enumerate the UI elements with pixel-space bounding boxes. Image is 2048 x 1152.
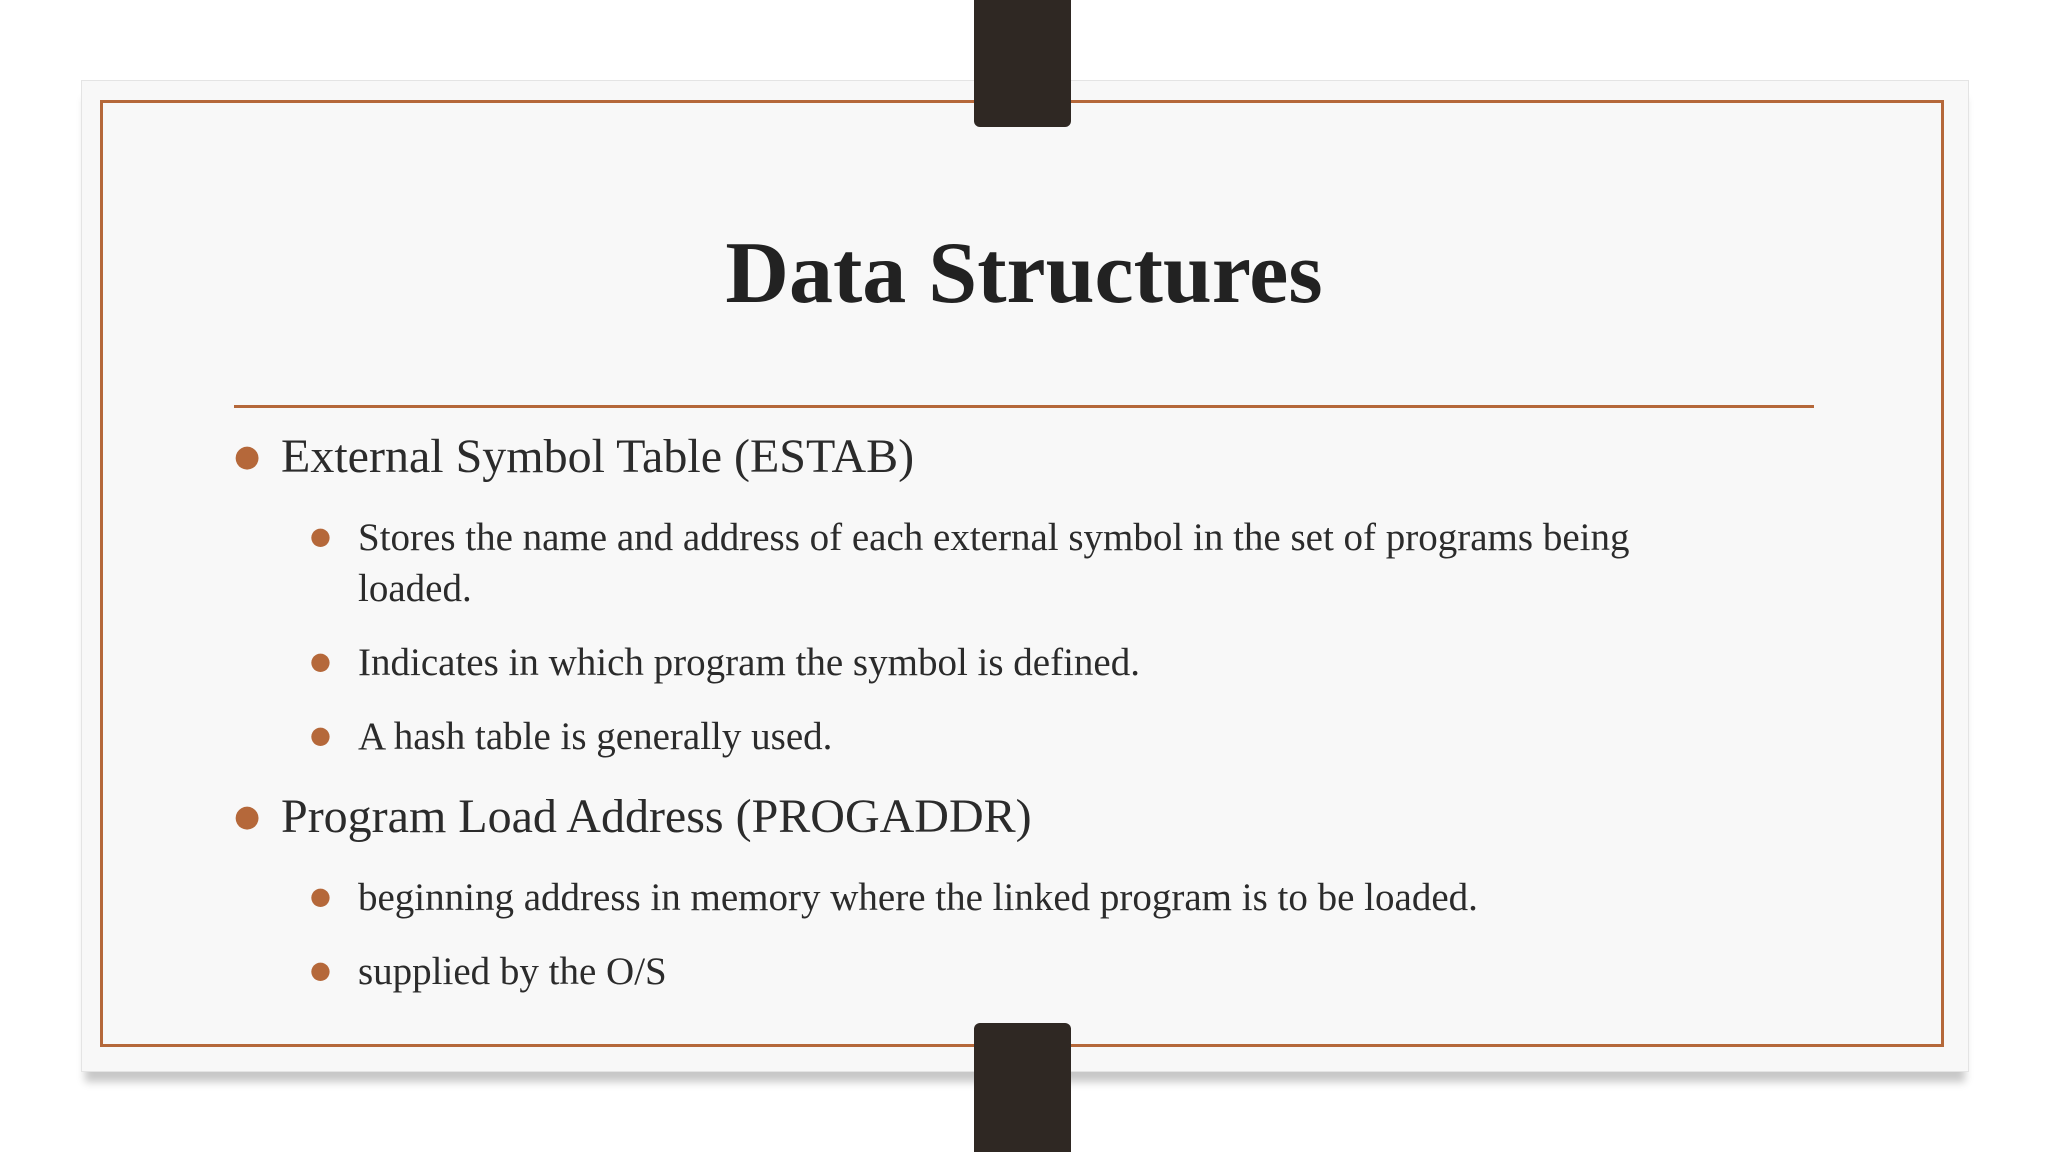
bullet-dot-icon: ● bbox=[234, 439, 261, 474]
sub-bullet-beginning-address: beginning address in memory where the linked program is to be loaded. bbox=[358, 876, 1478, 919]
title-divider bbox=[234, 405, 1814, 408]
sub-bullet-stores-line1: Stores the name and address of each external symbol in the set of programs being bbox=[358, 516, 1630, 559]
sub-bullet-indicates: Indicates in which program the symbol is defined. bbox=[358, 641, 1140, 684]
sub-bullet-supplied-by-os: supplied by the O/S bbox=[358, 950, 667, 993]
sub-bullet-dot-icon: ● bbox=[310, 647, 331, 675]
top-strap-decoration bbox=[974, 0, 1071, 127]
slide-title: Data Structures bbox=[725, 225, 1323, 322]
sub-bullet-hash-table: A hash table is generally used. bbox=[358, 715, 833, 758]
bullet-dot-icon: ● bbox=[234, 799, 261, 834]
sub-bullet-stores-line2: loaded. bbox=[358, 567, 472, 610]
sub-bullet-dot-icon: ● bbox=[310, 882, 331, 910]
bottom-strap-decoration bbox=[974, 1023, 1071, 1152]
bullet-progaddr: Program Load Address (PROGADDR) bbox=[281, 790, 1032, 843]
sub-bullet-dot-icon: ● bbox=[310, 721, 331, 749]
bullet-estab: External Symbol Table (ESTAB) bbox=[281, 430, 915, 483]
sub-bullet-dot-icon: ● bbox=[310, 956, 331, 984]
sub-bullet-dot-icon: ● bbox=[310, 522, 331, 550]
